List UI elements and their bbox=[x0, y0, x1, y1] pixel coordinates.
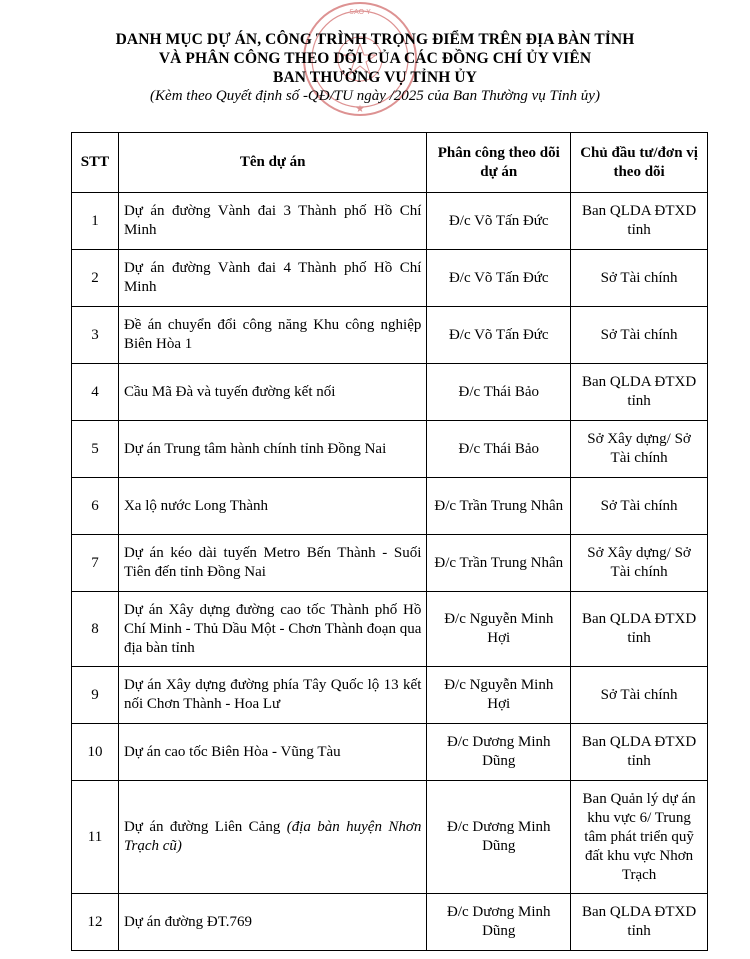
document-header bbox=[0, 30, 750, 106]
row-project-name bbox=[118, 421, 426, 478]
project-name-text: Dự án đường Vành đai 3 Thành phố Hồ Chí Minh bbox=[123, 203, 422, 238]
row-owner: Ban Quản lý dự án khu vực 6/ Trung tâm phát triển quỹ đất khu vực Nhơn Trạch bbox=[571, 781, 708, 894]
row-assignment: Đ/c Thái Bảo bbox=[427, 364, 571, 421]
table-row bbox=[72, 364, 708, 421]
row-owner: Sở Tài chính bbox=[571, 307, 708, 364]
table-row bbox=[72, 781, 708, 894]
row-project-name bbox=[118, 894, 426, 951]
project-name-text: Dự án kéo dài tuyến Metro Bến Thành - Suối Tiên đến tỉnh Đồng Nai bbox=[123, 545, 422, 580]
row-assignment: Đ/c Võ Tấn Đức bbox=[427, 250, 571, 307]
row-assignment: Đ/c Dương Minh Dũng bbox=[427, 894, 571, 951]
project-name-text: Dự án đường ĐT.769 bbox=[123, 913, 253, 930]
subtitle-part-2: -QĐ/TU ngày bbox=[302, 88, 386, 104]
table-row bbox=[72, 535, 708, 592]
row-stt: 2 bbox=[72, 250, 119, 307]
row-stt: 9 bbox=[72, 667, 119, 724]
row-stt: 11 bbox=[72, 781, 119, 894]
row-project-name bbox=[118, 307, 426, 364]
row-assignment: Đ/c Dương Minh Dũng bbox=[427, 781, 571, 894]
svg-text:SAO Y: SAO Y bbox=[349, 8, 371, 16]
table-row bbox=[72, 421, 708, 478]
project-name-text: Dự án đường Vành đai 4 Thành phố Hồ Chí Minh bbox=[123, 260, 422, 295]
project-name-text: Dự án đường Liên Cảng bbox=[123, 819, 287, 835]
row-assignment: Đ/c Thái Bảo bbox=[427, 421, 571, 478]
row-stt: 4 bbox=[72, 364, 119, 421]
table-row bbox=[72, 667, 708, 724]
row-owner: Ban QLDA ĐTXD tỉnh bbox=[571, 592, 708, 667]
table-row bbox=[72, 307, 708, 364]
row-assignment: Đ/c Võ Tấn Đức bbox=[427, 307, 571, 364]
row-stt: 10 bbox=[72, 724, 119, 781]
subtitle-part-3: /2025 của Ban Thường vụ Tỉnh ủy) bbox=[389, 88, 600, 104]
row-stt: 12 bbox=[72, 894, 119, 951]
row-project-name bbox=[118, 364, 426, 421]
row-stt: 1 bbox=[72, 193, 119, 250]
project-name-text: Đề án chuyển đổi công năng Khu công nghiệp Biên Hòa 1 bbox=[123, 317, 422, 352]
document-title-line-3: BAN THƯỜNG VỤ TỈNH ỦY bbox=[273, 69, 477, 86]
project-name-text: Cầu Mã Đà và tuyến đường kết nối bbox=[123, 383, 336, 400]
table-row bbox=[72, 250, 708, 307]
subtitle-part-1: (Kèm theo Quyết định số bbox=[150, 88, 300, 104]
row-assignment: Đ/c Nguyễn Minh Hợi bbox=[427, 667, 571, 724]
row-project-name bbox=[118, 535, 426, 592]
row-assignment: Đ/c Trần Trung Nhân bbox=[427, 535, 571, 592]
row-owner: Ban QLDA ĐTXD tỉnh bbox=[571, 894, 708, 951]
row-owner: Ban QLDA ĐTXD tỉnh bbox=[571, 724, 708, 781]
table-row bbox=[72, 894, 708, 951]
table-row bbox=[72, 478, 708, 535]
table-row bbox=[72, 193, 708, 250]
row-stt: 5 bbox=[72, 421, 119, 478]
project-name-text: Dự án cao tốc Biên Hòa - Vũng Tàu bbox=[123, 743, 341, 760]
row-assignment: Đ/c Trần Trung Nhân bbox=[427, 478, 571, 535]
row-owner: Ban QLDA ĐTXD tỉnh bbox=[571, 193, 708, 250]
table-header-row bbox=[72, 133, 708, 193]
header-stt: STT bbox=[72, 133, 119, 193]
table-row bbox=[72, 724, 708, 781]
document-subtitle bbox=[0, 87, 750, 106]
row-owner: Sở Tài chính bbox=[571, 667, 708, 724]
row-owner: Ban QLDA ĐTXD tỉnh bbox=[571, 364, 708, 421]
document-title-line-1: DANH MỤC DỰ ÁN, CÔNG TRÌNH TRỌNG ĐIỂM TRÊN ĐỊA BÀN TỈNH bbox=[115, 31, 635, 48]
header-project-name: Tên dự án bbox=[118, 133, 426, 193]
project-name-text: Dự án Trung tâm hành chính tỉnh Đồng Nai bbox=[123, 440, 387, 457]
row-project-name bbox=[118, 667, 426, 724]
row-owner: Sở Xây dựng/ Sở Tài chính bbox=[571, 535, 708, 592]
row-assignment: Đ/c Võ Tấn Đức bbox=[427, 193, 571, 250]
row-stt: 8 bbox=[72, 592, 119, 667]
project-name-note: (địa bàn huyện Nhơn Trạch cũ) bbox=[123, 819, 422, 854]
project-name-text: Dự án Xây dựng đường cao tốc Thành phố Hồ Chí Minh - Thủ Dầu Một - Chơn Thành đoạn qua địa bàn tỉnh bbox=[123, 601, 422, 656]
row-stt: 7 bbox=[72, 535, 119, 592]
row-project-name bbox=[118, 592, 426, 667]
row-assignment: Đ/c Nguyễn Minh Hợi bbox=[427, 592, 571, 667]
row-project-name bbox=[118, 478, 426, 535]
row-owner: Sở Tài chính bbox=[571, 478, 708, 535]
row-project-name bbox=[118, 193, 426, 250]
row-project-name bbox=[118, 724, 426, 781]
header-assignment: Phân công theo dõi dự án bbox=[427, 133, 571, 193]
row-stt: 3 bbox=[72, 307, 119, 364]
row-stt: 6 bbox=[72, 478, 119, 535]
project-table bbox=[71, 132, 708, 951]
svg-text:★: ★ bbox=[355, 104, 365, 115]
table-row bbox=[72, 592, 708, 667]
header-owner: Chủ đầu tư/đơn vị theo dõi bbox=[571, 133, 708, 193]
row-assignment: Đ/c Dương Minh Dũng bbox=[427, 724, 571, 781]
row-project-name bbox=[118, 781, 426, 894]
project-name-text: Xa lộ nước Long Thành bbox=[123, 497, 269, 514]
row-project-name bbox=[118, 250, 426, 307]
row-owner: Sở Xây dựng/ Sở Tài chính bbox=[571, 421, 708, 478]
project-name-text: Dự án Xây dựng đường phía Tây Quốc lộ 13 kết nối Chơn Thành - Hoa Lư bbox=[123, 677, 422, 712]
row-owner: Sở Tài chính bbox=[571, 250, 708, 307]
document-title-line-2: VÀ PHÂN CÔNG THEO DÕI CỦA CÁC ĐỒNG CHÍ ỦY VIÊN bbox=[158, 50, 592, 67]
